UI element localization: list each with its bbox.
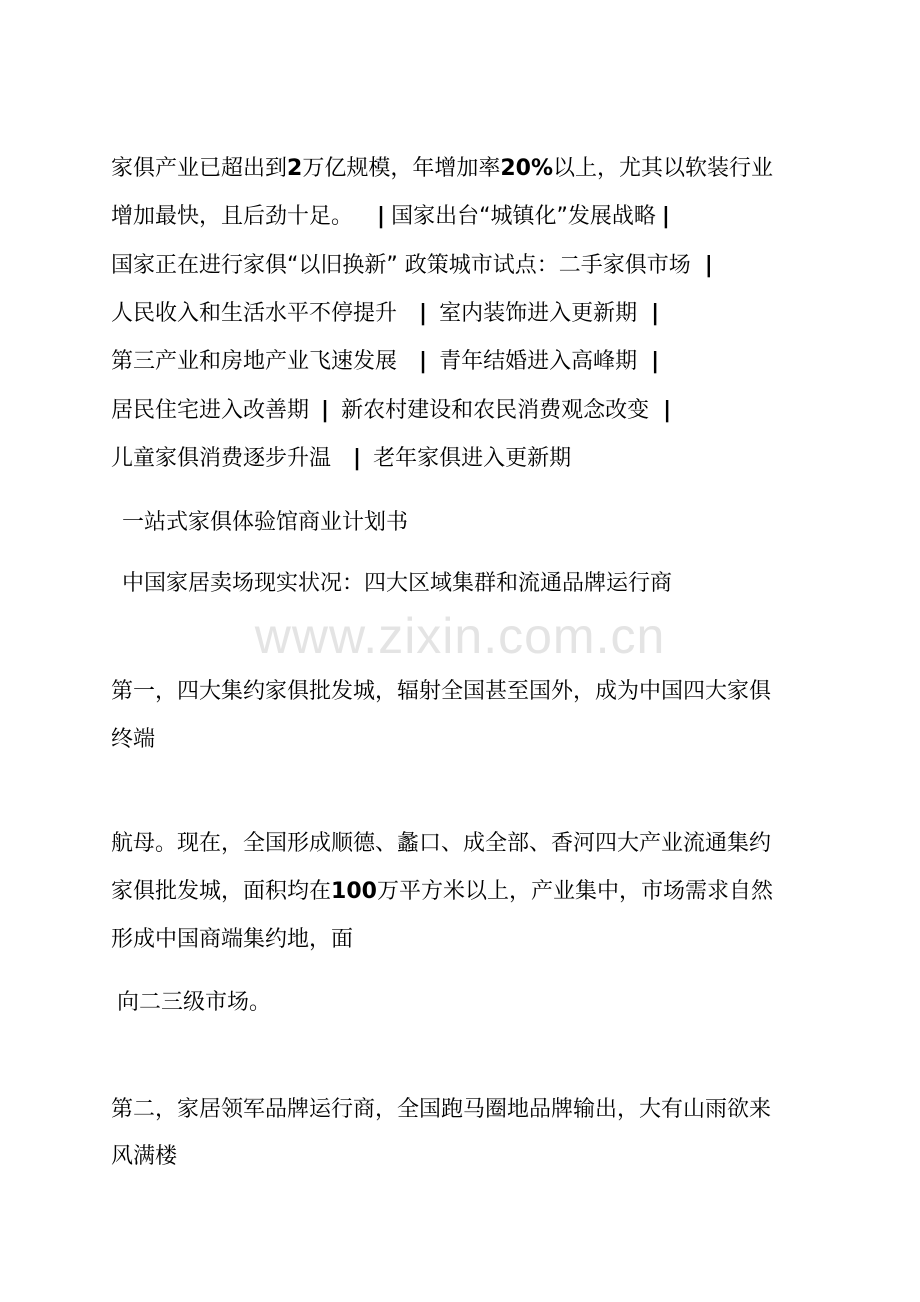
text-run: 第三产业和房地产业飞速发展 bbox=[111, 349, 398, 374]
separator-bar: | bbox=[661, 204, 670, 229]
paragraph-line: 终端 bbox=[111, 727, 156, 752]
text-run: 家俱产业已超出到 bbox=[111, 156, 288, 181]
separator-bar: | bbox=[377, 204, 386, 229]
text-line bbox=[111, 396, 677, 426]
separator-bar: | bbox=[419, 349, 428, 374]
bold-number: 2 bbox=[287, 156, 303, 181]
text-run: 国家出台“城镇化”发展战略 bbox=[391, 204, 656, 229]
text-run: 家俱批发城，面积均在 bbox=[111, 879, 332, 904]
bold-number: 100 bbox=[331, 879, 377, 904]
watermark: www.zixin.com.cn bbox=[254, 608, 666, 664]
separator-bar: | bbox=[663, 398, 672, 423]
separator-bar: | bbox=[651, 349, 660, 374]
section-heading: 一站式家俱体验馆商业计划书 bbox=[122, 510, 409, 535]
paragraph-line bbox=[111, 877, 773, 907]
separator-bar: | bbox=[419, 301, 428, 326]
text-run: 万平方米以上，产业集中，市场需求自然 bbox=[376, 879, 773, 904]
text-run: 青年结婚进入高峰期 bbox=[439, 349, 638, 374]
paragraph-line: 第二，家居领军品牌运行商，全国跑马圈地品牌输出，大有山雨欲来 bbox=[111, 1097, 772, 1122]
paragraph-line: 向二三级市场。 bbox=[117, 990, 272, 1015]
text-line bbox=[111, 251, 719, 281]
paragraph-line: 第一，四大集约家俱批发城，辐射全国甚至国外，成为中国四大家俱 bbox=[111, 679, 772, 704]
text-run: 居民住宅进入改善期 bbox=[111, 398, 310, 423]
paragraph-line: 风满楼 bbox=[111, 1144, 178, 1169]
text-run: 人民收入和生活水平不停提升 bbox=[111, 301, 398, 326]
separator-bar: | bbox=[651, 301, 660, 326]
separator-bar: | bbox=[353, 446, 362, 471]
text-run: 万亿规模，年增加率 bbox=[302, 156, 501, 181]
text-run: 国家正在进行家俱“以旧换新” 政策城市试点：二手家俱市场 bbox=[111, 253, 691, 278]
text-line bbox=[111, 347, 665, 377]
separator-bar: | bbox=[321, 398, 330, 423]
text-line bbox=[111, 299, 665, 329]
paragraph-line: 航母。现在，全国形成顺德、蠡口、成全部、香河四大产业流通集约 bbox=[111, 831, 772, 856]
text-run: 增加最快，且后劲十足。 bbox=[111, 204, 354, 229]
paragraph-line: 形成中国商端集约地，面 bbox=[111, 927, 354, 952]
text-run: 新农村建设和农民消费观念改变 bbox=[341, 398, 650, 423]
text-line bbox=[111, 444, 571, 474]
section-subheading: 中国家居卖场现实状况：四大区域集群和流通品牌运行商 bbox=[122, 571, 673, 596]
text-line bbox=[111, 202, 676, 232]
text-run: 室内装饰进入更新期 bbox=[439, 301, 638, 326]
text-line bbox=[111, 154, 773, 184]
bold-number: 20% bbox=[500, 156, 554, 181]
separator-bar: | bbox=[704, 253, 713, 278]
text-run: 以上，尤其以软装行业 bbox=[553, 156, 774, 181]
text-run: 儿童家俱消费逐步升温 bbox=[111, 446, 332, 471]
text-run: 老年家俱进入更新期 bbox=[373, 446, 572, 471]
